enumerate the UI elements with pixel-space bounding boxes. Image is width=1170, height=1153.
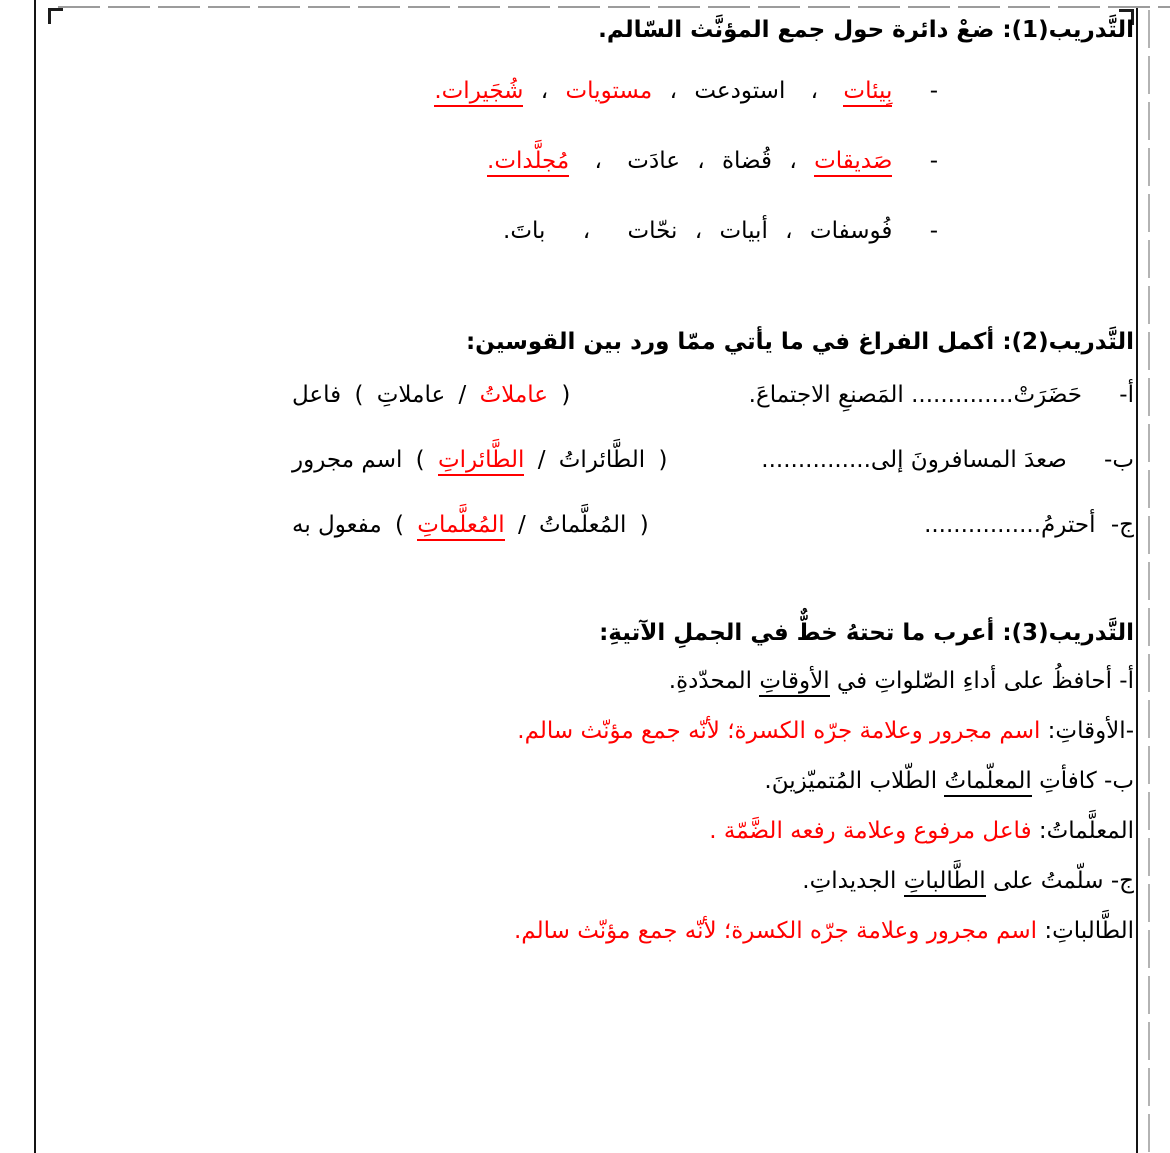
parsing-sentence [56,765,1134,797]
correct-choice: المُعلَّماتِ [417,512,504,541]
parsing-answer [56,715,1134,747]
sentence-with-blank: حَضَرَتْ.............. المَصنعِ الاجتماعَ. [748,382,1082,408]
sentence-text: ب- كافأتِ [1031,768,1134,794]
exercise-2 [56,326,1134,541]
close-paren: ) [415,447,425,473]
answer-choices [289,379,573,411]
correct-choice: عاملاتُ [479,382,549,408]
grammar-role: اسم مجرور [292,447,403,473]
sentence-text: الطّلاب المُتميّزينَ. [764,768,945,794]
exercise-1-title: التَّدريب(1): ضعْ دائرة حول جمع المؤنَّث السّالم. [598,17,1134,43]
underlined-word: المعلّماتُ [944,768,1031,797]
exercise-3 [56,617,1134,947]
list-dash: - [929,218,938,244]
parsing-answer [56,915,1134,947]
comma-separator: ، [785,218,793,244]
answer-explanation: اسم مجرور وعلامة جرّه الكسرة؛ لأنّه جمع مؤنّث سالم. [513,918,1045,944]
word-list-row [56,75,1134,107]
comma-separator: ، [582,218,591,244]
choice-separator: / [517,512,526,538]
page-right-border [1136,8,1138,1153]
list-word: باتَ. [503,218,546,244]
fill-blank-row [289,444,1134,476]
exercise-3-title: التَّدريب(3): أعرب ما تحتهُ خطٌّ في الجملِ الآتيةِ: [599,620,1134,646]
comma-separator: ، [697,148,705,174]
parsing-sentence [56,665,1134,697]
underlined-word: الطَّالباتِ [904,868,986,897]
item-label: ب- [1104,447,1134,473]
sentence-text: الجديداتِ. [802,868,904,894]
circled-word: صَديقات [814,148,892,177]
sentence-text: المحدّدةِ. [668,668,760,694]
comma-separator: ، [694,218,703,244]
grammar-role: مفعول به [292,512,382,538]
fill-blank-row [289,379,1134,411]
correct-choice: الطَّائراتِ [438,447,524,476]
list-dash: - [929,148,938,174]
circled-word: شُجَيرات. [434,78,523,107]
item-label: ج- [1110,512,1134,538]
sentence-with-blank: أحترمُ................ [924,512,1096,538]
underlined-word: الأوقاتِ [759,668,829,697]
other-choice: الطَّائراتُ [558,447,646,473]
list-word: نحّات [627,218,678,244]
choice-separator: / [458,382,467,408]
word-list-row [56,145,1134,177]
comma-separator: ، [594,148,602,174]
word-list-row [56,215,1134,247]
item-label: أ- [1119,382,1134,408]
list-word: أبيات [719,218,768,244]
list-dash: - [929,78,938,104]
answer-choices [289,444,670,476]
page-left-border [34,0,36,1153]
comma-separator: ، [789,148,797,174]
fill-blank-sentence [749,379,1134,411]
fill-blank-sentence [924,509,1134,541]
open-paren: ( [639,512,649,538]
exercise-1 [56,14,1134,247]
comma-separator: ، [540,78,549,104]
fill-blank-row [289,509,1134,541]
list-word: استودعت [694,78,786,104]
sentence-text: ج- سلّمتُ على [985,868,1134,894]
answer-term: -الأوقاتِ: [1047,718,1134,744]
close-paren: ) [354,382,364,408]
sentence-with-blank: صعدَ المسافرونَ إلى............... [761,447,1067,473]
circled-word: بِيئات [843,78,892,107]
answer-choices [289,509,652,541]
other-choice: عاملاتِ [376,382,446,408]
answer-term: الطَّالباتِ: [1044,918,1134,944]
choice-separator: / [537,447,546,473]
open-paren: ( [561,382,571,408]
sentence-text: أ- أحافظُ على أداءِ الصّلواتِ في [829,668,1134,694]
other-choice: المُعلَّماتُ [539,512,627,538]
comma-separator: ، [669,78,677,104]
worksheet-content [56,14,1134,965]
parsing-sentence [56,865,1134,897]
list-word: قُضاة [722,148,772,174]
page-top-boundary [58,6,1170,8]
open-paren: ( [658,447,668,473]
page-right-dashed-boundary [1148,10,1150,1153]
circled-word: مُجلَّدات. [487,148,569,177]
list-word: عادَت [627,148,680,174]
answer-explanation: اسم مجرور وعلامة جرّه الكسرة؛ لأنّه جمع مؤنّث سالم. [517,718,1048,744]
grammar-role: فاعل [292,382,342,408]
comma-separator: ، [810,78,819,104]
fill-blank-sentence [761,444,1134,476]
exercise-2-title: التَّدريب(2): أكمل الفراغ في ما يأتي ممّا ورد بين القوسين: [465,329,1134,355]
list-word: فُوسفات [809,218,893,244]
highlighted-word: مستويات [565,78,653,104]
close-paren: ) [395,512,404,538]
answer-explanation: فاعل مرفوع وعلامة رفعه الضَّمّة . [709,818,1039,844]
answer-term: المعلَّماتُ: [1038,818,1134,844]
parsing-answer [56,815,1134,847]
